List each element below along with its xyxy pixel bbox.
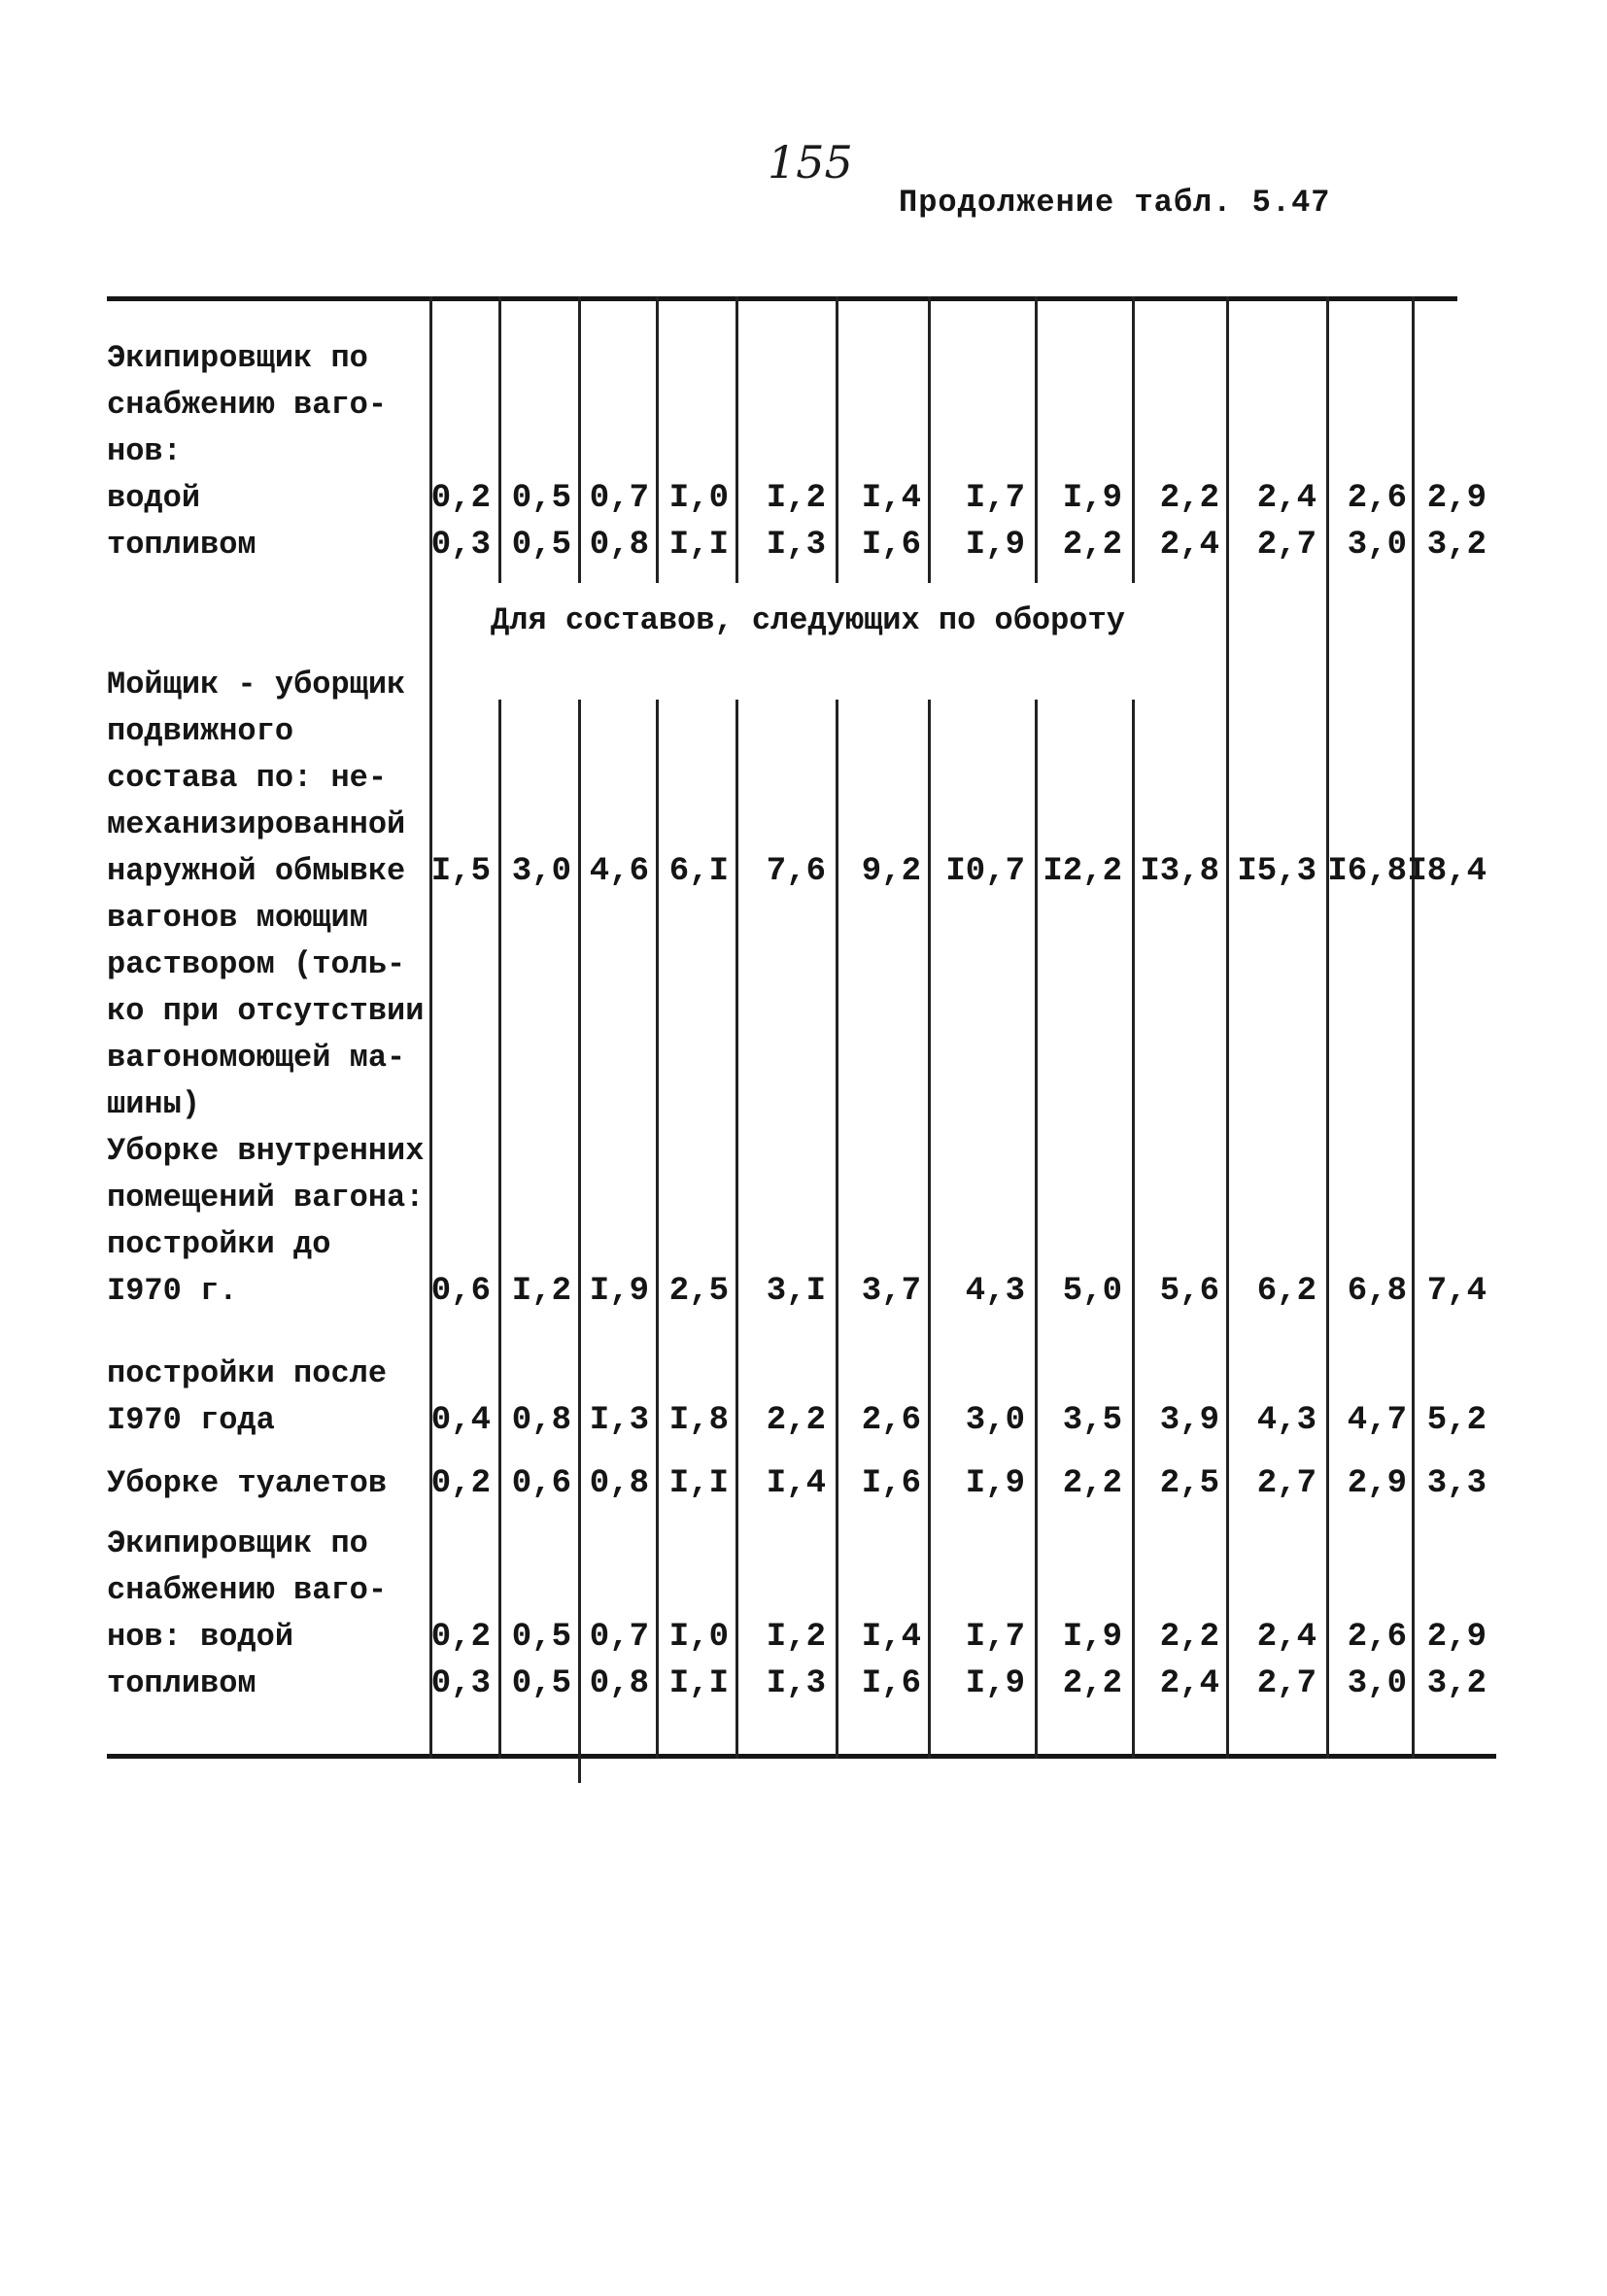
row-label: топливом	[107, 1665, 256, 1701]
table-cell: 3,9	[1159, 1402, 1219, 1439]
table-cell: 3,2	[1426, 1665, 1487, 1702]
table-cell: I,2	[511, 1273, 571, 1310]
table-cell: I,2	[766, 1619, 826, 1656]
table-cell: I,9	[589, 1273, 649, 1310]
table-cell: 2,4	[1256, 480, 1316, 517]
table-cell: 0,5	[511, 1619, 571, 1656]
table-cell: 4,6	[589, 853, 649, 890]
table-cell: 2,2	[1159, 480, 1219, 517]
table-cell: 2,6	[1347, 1619, 1407, 1656]
row-label: вагономоющей ма-	[107, 1040, 406, 1076]
table-cell: 0,2	[430, 480, 491, 517]
table-cell: I,2	[766, 480, 826, 517]
table-cell: 4,3	[965, 1273, 1025, 1310]
table-cell: 0,6	[511, 1465, 571, 1502]
table-cell: I,7	[965, 480, 1025, 517]
table-cell: 2,9	[1347, 1465, 1407, 1502]
row-label: Уборке внутренних	[107, 1133, 425, 1169]
table-cell: 2,2	[1062, 1665, 1122, 1702]
table-cell: 3,7	[861, 1273, 921, 1310]
table-cell: 2,9	[1426, 480, 1487, 517]
row-label: шины)	[107, 1086, 201, 1122]
table-cell: I0,7	[945, 853, 1025, 890]
table-top-rule	[107, 296, 1457, 301]
row-label: Экипировщик по	[107, 1525, 368, 1561]
table-cell: 2,6	[861, 1402, 921, 1439]
table-cell: 3,0	[965, 1402, 1025, 1439]
row-label: помещений вагона:	[107, 1180, 425, 1216]
table-cell: 5,0	[1062, 1273, 1122, 1310]
table-cell: 3,0	[1347, 1665, 1407, 1702]
row-label: Уборке туалетов	[107, 1465, 388, 1501]
table-cell: 0,3	[430, 1665, 491, 1702]
table-cell: 0,5	[511, 480, 571, 517]
table-cell: I,6	[861, 1465, 921, 1502]
row-label: подвижного	[107, 713, 294, 749]
table-cell: I,0	[668, 480, 729, 517]
continuation-title: Продолжение табл. 5.47	[899, 185, 1331, 221]
table-cell: 3,5	[1062, 1402, 1122, 1439]
table-cell: 2,9	[1426, 1619, 1487, 1656]
table-cell: 5,6	[1159, 1273, 1219, 1310]
table-cell: 2,7	[1256, 527, 1316, 564]
table-cell: 0,7	[589, 1619, 649, 1656]
row-label: I970 г.	[107, 1273, 238, 1309]
table-cell: 0,8	[589, 1465, 649, 1502]
page-number: 155	[768, 136, 853, 188]
table-cell: 2,2	[1159, 1619, 1219, 1656]
table-cell: 9,2	[861, 853, 921, 890]
row-label: постройки после	[107, 1355, 388, 1391]
table-cell: 2,2	[1062, 527, 1122, 564]
table-cell: 0,3	[430, 527, 491, 564]
table-cell: 0,4	[430, 1402, 491, 1439]
row-label: снабжению ваго-	[107, 1572, 388, 1608]
table-cell: I,I	[668, 1665, 729, 1702]
row-label: постройки до	[107, 1226, 331, 1262]
table-cell: 2,7	[1256, 1665, 1316, 1702]
table-cell: 4,7	[1347, 1402, 1407, 1439]
table-cell: I,4	[766, 1465, 826, 1502]
table-cell: I6,8	[1327, 853, 1407, 890]
row-label: состава по: не-	[107, 760, 388, 796]
table-cell: 2,6	[1347, 480, 1407, 517]
table-cell: I,5	[430, 853, 491, 890]
table-cell: 2,2	[766, 1402, 826, 1439]
table-cell: 2,5	[1159, 1465, 1219, 1502]
table-cell: I,6	[861, 527, 921, 564]
row-label: нов:	[107, 433, 182, 469]
table-cell: 5,2	[1426, 1402, 1487, 1439]
table-cell: I,7	[965, 1619, 1025, 1656]
row-label: наружной обмывке	[107, 853, 406, 889]
table-cell: 0,6	[430, 1273, 491, 1310]
row-label: нов: водой	[107, 1619, 294, 1655]
table-cell: 6,I	[668, 853, 729, 890]
table-cell: 0,2	[430, 1619, 491, 1656]
table-cell: 3,0	[511, 853, 571, 890]
row-label: водой	[107, 480, 201, 516]
table-cell: 3,3	[1426, 1465, 1487, 1502]
table-cell: 2,7	[1256, 1465, 1316, 1502]
table-cell: 0,7	[589, 480, 649, 517]
table-cell: 0,2	[430, 1465, 491, 1502]
row-label: механизированной	[107, 806, 406, 842]
table-cell: I,I	[668, 1465, 729, 1502]
row-label: топливом	[107, 527, 256, 563]
table-cell: I,3	[589, 1402, 649, 1439]
table-cell: 3,0	[1347, 527, 1407, 564]
table-cell: I,3	[766, 1665, 826, 1702]
table-cell: 0,8	[511, 1402, 571, 1439]
table-cell: 0,5	[511, 1665, 571, 1702]
table-cell: 4,3	[1256, 1402, 1316, 1439]
table-cell: I,3	[766, 527, 826, 564]
table-cell: 7,6	[766, 853, 826, 890]
table-cell: 6,8	[1347, 1273, 1407, 1310]
table-cell: 6,2	[1256, 1273, 1316, 1310]
table-cell: 3,I	[766, 1273, 826, 1310]
table-cell: I2,2	[1043, 853, 1122, 890]
row-label: Мойщик - уборщик	[107, 667, 406, 703]
table-cell: 0,8	[589, 527, 649, 564]
section-note: Для составов, следующих по обороту	[491, 602, 1125, 638]
table-cell: I,9	[965, 527, 1025, 564]
table-cell: 2,5	[668, 1273, 729, 1310]
table-cell: 2,4	[1159, 1665, 1219, 1702]
table-cell: I8,4	[1407, 853, 1487, 890]
table-cell: I,8	[668, 1402, 729, 1439]
table-cell: I,0	[668, 1619, 729, 1656]
table-bottom-rule	[107, 1754, 1496, 1759]
table-cell: 2,4	[1159, 527, 1219, 564]
table-cell: I,6	[861, 1665, 921, 1702]
row-label: ко при отсутствии	[107, 993, 425, 1029]
table-cell: 2,4	[1256, 1619, 1316, 1656]
table-cell: I5,3	[1237, 853, 1316, 890]
table-cell: 3,2	[1426, 527, 1487, 564]
table-cell: I,4	[861, 480, 921, 517]
table-cell: I,4	[861, 1619, 921, 1656]
table-cell: I,9	[1062, 1619, 1122, 1656]
table-cell: I3,8	[1140, 853, 1219, 890]
table-cell: I,9	[965, 1665, 1025, 1702]
note-gap	[491, 583, 1161, 700]
row-label: Экипировщик по	[107, 340, 368, 376]
table-cell: I,I	[668, 527, 729, 564]
table-cell: 2,2	[1062, 1465, 1122, 1502]
row-label: вагонов моющим	[107, 900, 368, 936]
table-cell: 0,5	[511, 527, 571, 564]
row-label: снабжению ваго-	[107, 387, 388, 423]
table-cell: I,9	[1062, 480, 1122, 517]
table-cell: 7,4	[1426, 1273, 1487, 1310]
table-cell: I,9	[965, 1465, 1025, 1502]
row-label: I970 года	[107, 1402, 275, 1438]
table-cell: 0,8	[589, 1665, 649, 1702]
row-label: раствором (толь-	[107, 946, 406, 982]
